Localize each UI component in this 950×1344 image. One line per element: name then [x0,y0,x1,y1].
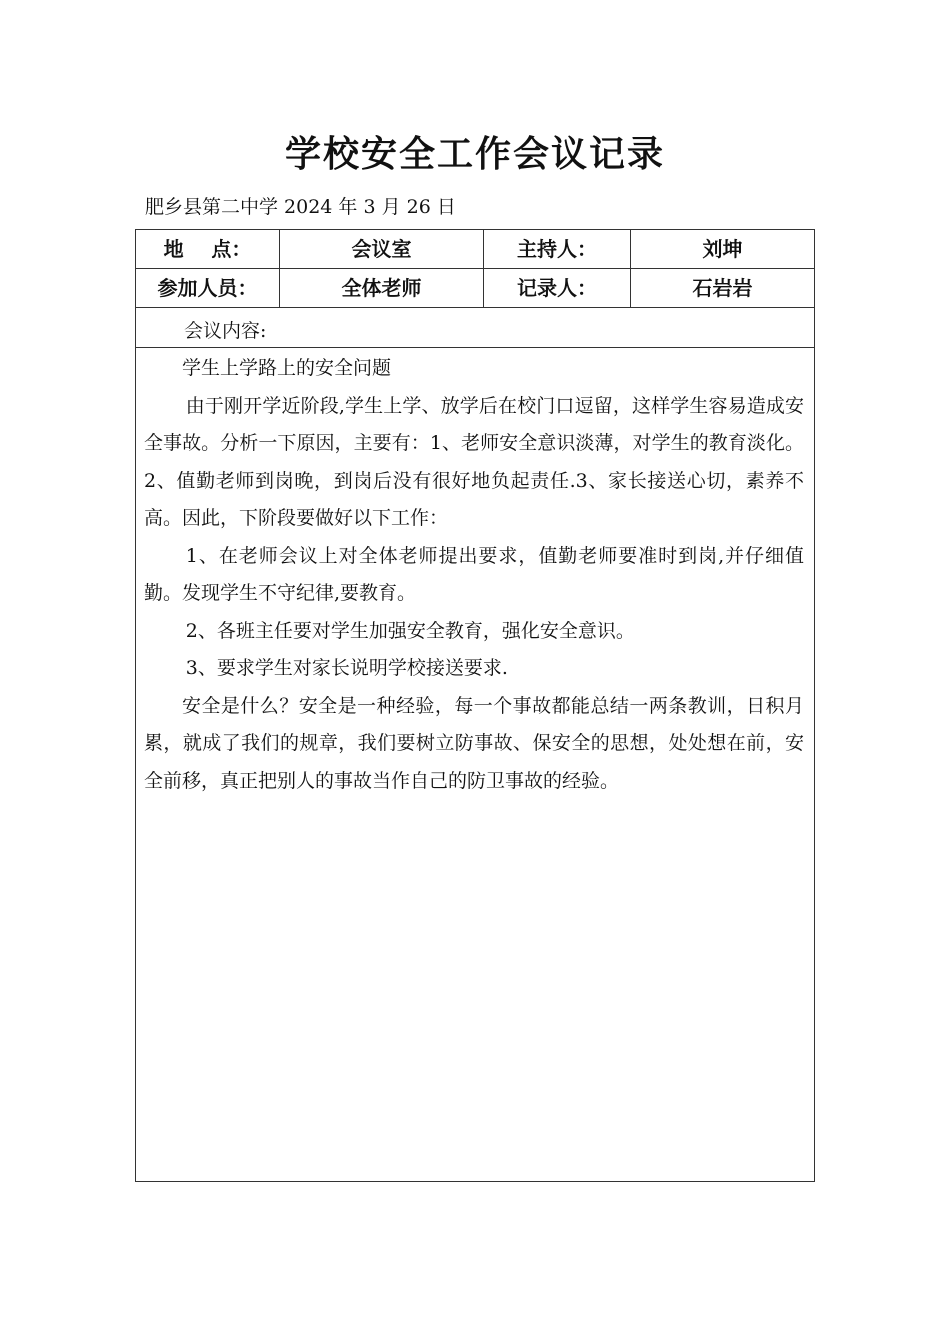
meeting-record-table [135,229,815,1182]
school-date-line: 肥乡县第二中学 2024 年 3 月 26 日 [145,196,456,218]
content-paragraph: 1、在老师会议上对全体老师提出要求，值勤老师要准时到岗,并仔细值勤。发现学生不守纪律,要教育。 [144,544,804,604]
content-label: 会议内容: [184,320,267,342]
attendees-label: 参加人员： [136,269,280,307]
content-paragraph: 2、各班主任要对学生加强安全教育，强化安全意识。 [185,619,635,642]
host-value: 刘坤 [702,237,743,261]
location-label: 地 点： [136,230,280,268]
recorder-label: 记录人： [484,269,631,307]
meeting-content-body [144,350,804,800]
content-paragraph: 安全是什么？安全是一种经验，每一个事故都能总结一两条教训，日积月累，就成了我们的规章，我们要树立防事故、保安全的思想，处处想在前，安全前移，真正把别人的事故当作自己的防卫事故的经验。 [144,694,804,792]
recorder-value: 石岩岩 [692,276,753,300]
content-paragraph: 学生上学路上的安全问题 [182,357,392,379]
attendees-value: 全体老师 [280,269,484,307]
location-value: 会议室 [280,230,484,268]
table-row-content-header [136,308,814,348]
document-title: 学校安全工作会议记录 [284,134,665,175]
table-row-location [136,230,814,269]
content-paragraph: 由于刚开学近阶段,学生上学、放学后在校门口逗留，这样学生容易造成安全事故。分析一下原因，主要有：1、老师安全意识淡薄，对学生的教育淡化。2、值勤老师到岗晚，到岗后没有很好地负起责任.3、家长接送心切，素养不高。因此，下阶段要做好以下工作： [144,394,804,529]
table-row-attendees [136,269,814,308]
host-label: 主持人： [484,230,631,268]
content-paragraph: 3、要求学生对家长说明学校接送要求. [185,657,508,679]
